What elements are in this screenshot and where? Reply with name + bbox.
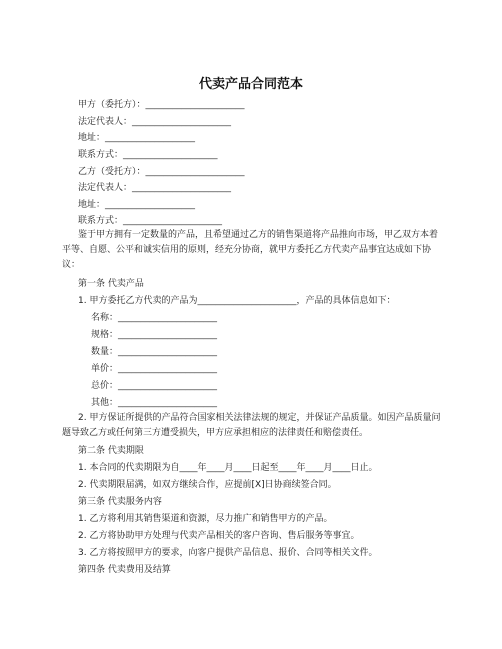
article-1-heading: 第一条 代卖产品 <box>78 279 144 289</box>
article-3-item-2: 2. 乙方将协助甲方处理与代卖产品相关的客户咨询、售后服务等事宜。 <box>78 531 360 541</box>
product-total-price-field: 总价：______________________ <box>91 381 218 391</box>
article-3-item-3: 3. 乙方将按照甲方的要求，向客户提供产品信息、报价、合同等相关文件。 <box>78 548 378 558</box>
party-b-contact-line: 联系方式：______________________ <box>78 216 223 226</box>
article-2-heading: 第二条 代卖期限 <box>78 446 144 456</box>
article-2-item-1: 1. 本合同的代卖期限为自____年____月____日起至____年____月____日止。 <box>78 463 378 473</box>
product-spec-field: 规格：______________________ <box>91 330 218 340</box>
product-unit-price-field: 单价：______________________ <box>91 364 218 374</box>
party-a-address-line: 地址：____________________ <box>78 133 196 143</box>
party-b-representative-line: 法定代表人：______________________ <box>78 183 232 193</box>
party-a-line: 甲方（委托方）：______________________ <box>78 100 245 110</box>
article-3-item-1: 1. 乙方将利用其销售渠道和资源，尽力推广和销售甲方的产品。 <box>78 514 333 524</box>
article-2-item-2: 2. 代卖期限届满，如双方继续合作，应提前[X]日协商续签合同。 <box>78 480 337 490</box>
party-b-line: 乙方（受托方）：______________________ <box>78 167 245 177</box>
preamble-paragraph: 鉴于甲方拥有一定数量的产品，且希望通过乙方的销售渠道将产品推向市场，甲乙双方本着平等、自愿、公平和诚实信用的原则，经充分协商，就甲方委托乙方代卖产品事宜达成如下协议： <box>62 230 439 270</box>
document-title: 代卖产品合同范本 <box>198 77 303 92</box>
party-a-representative-line: 法定代表人：______________________ <box>78 117 232 127</box>
article-1-item-1: 1. 甲方委托乙方代卖的产品为______________________，产品的具体信息如下： <box>78 296 396 306</box>
party-b-address-line: 地址：____________________ <box>78 200 196 210</box>
product-other-field: 其他：______________________ <box>91 398 218 408</box>
article-3-heading: 第三条 代卖服务内容 <box>78 497 162 507</box>
product-name-field: 名称：______________________ <box>91 313 218 323</box>
article-4-heading: 第四条 代卖费用及结算 <box>78 565 171 575</box>
party-a-contact-line: 联系方式：_____________________ <box>78 150 218 160</box>
product-quantity-field: 数量：______________________ <box>91 347 218 357</box>
article-1-item-2: 2. 甲方保证所提供的产品符合国家相关法律法规的规定，并保证产品质量。如因产品质量问题导致乙方或任何第三方遭受损失，甲方应承担相应的法律责任和赔偿责任。 <box>62 413 441 438</box>
